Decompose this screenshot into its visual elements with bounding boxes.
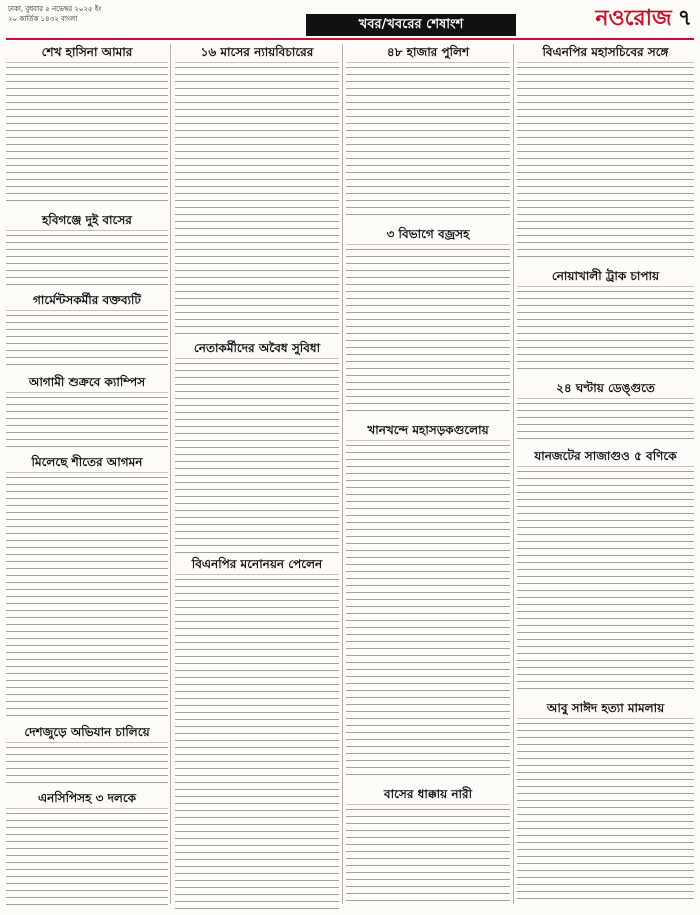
article-body xyxy=(517,723,694,905)
article-headline: হবিগঞ্জে দুই বাসের xyxy=(6,212,168,231)
article xyxy=(517,268,694,375)
column-divider xyxy=(342,44,343,904)
article-body xyxy=(517,291,694,375)
article xyxy=(346,422,510,781)
column-divider xyxy=(170,44,171,904)
page-number: ৭ xyxy=(677,5,692,31)
article-headline: বিএনপির মনোনয়ন পেলেন xyxy=(175,556,339,575)
article xyxy=(6,44,168,207)
article-body xyxy=(6,813,168,911)
article-headline: নেতাকর্মীদের অবৈধ সুবিধা xyxy=(175,340,339,359)
article-headline: আবু সাঈদ হত্যা মামলায় xyxy=(517,700,694,719)
article xyxy=(346,226,510,417)
article xyxy=(346,786,510,907)
article-headline: নোয়াখালী ট্রাক চাপায় xyxy=(517,268,694,287)
article-body xyxy=(346,67,510,221)
article-headline: গার্মেন্টসকর্মীর বক্তব্যটি xyxy=(6,292,168,311)
logo-area xyxy=(572,4,692,34)
article-headline: ১৬ মাসের ন্যায়বিচারের xyxy=(175,44,339,63)
article-headline: ৩ বিভাগে বজ্রসহ xyxy=(346,226,510,245)
article-body xyxy=(6,477,168,722)
article xyxy=(175,556,339,915)
dateline-gregorian: ঢাকা, বুধবার ৫ নভেম্বর ২০২৫ ইং xyxy=(8,5,102,13)
article-headline: ২৪ ঘণ্টায় ডেঙ্গুতে xyxy=(517,380,694,399)
article-body xyxy=(346,249,510,417)
article-body xyxy=(346,445,510,781)
article-body xyxy=(517,403,694,445)
article xyxy=(517,448,694,695)
article-body xyxy=(6,67,168,207)
article-body xyxy=(6,315,168,371)
newspaper-logo: নওরোজ xyxy=(595,4,672,31)
article xyxy=(175,340,339,553)
article-headline: শেখ হাসিনা আমার xyxy=(6,44,168,63)
article xyxy=(6,374,168,453)
article xyxy=(6,724,168,789)
masthead-rule xyxy=(6,38,694,40)
article-body xyxy=(175,67,339,337)
article-body xyxy=(517,67,694,263)
article-body xyxy=(6,747,168,789)
article xyxy=(6,292,168,371)
article-headline: ৪৮ হাজার পুলিশ xyxy=(346,44,510,63)
masthead xyxy=(0,0,700,40)
article xyxy=(175,44,339,337)
article-headline: বিএনপির মহাসচিবের সঙ্গে xyxy=(517,44,694,63)
article-headline: এনসিপিসহ ৩ দলকে xyxy=(6,790,168,809)
article xyxy=(6,212,168,291)
column-divider xyxy=(513,44,514,904)
article xyxy=(346,44,510,221)
dateline-bangla: ২০ কার্তিক ১৪৩২ বাংলা xyxy=(8,15,78,23)
article-headline: আগামী শুক্রবে ক্যাম্পিস xyxy=(6,374,168,393)
article xyxy=(517,700,694,905)
article-body xyxy=(346,809,510,907)
section-banner: খবর/খবরের শেষাংশ xyxy=(306,14,516,36)
article-body xyxy=(6,235,168,291)
article xyxy=(6,790,168,911)
article-body xyxy=(175,363,339,553)
article-body xyxy=(175,579,339,915)
article-headline: দেশজুড়ে অভিযান চালিয়ে xyxy=(6,724,168,743)
article xyxy=(6,454,168,722)
article-headline: খানখন্দে মহাসড়কগুলোয় xyxy=(346,422,510,441)
article-headline: যানজটের সাজাগুও ৫ বণিকে xyxy=(517,448,694,467)
article-headline: মিলেছে শীতের আগমন xyxy=(6,454,168,473)
article xyxy=(517,44,694,263)
article-headline: বাসের ধাক্কায় নারী xyxy=(346,786,510,805)
article-body xyxy=(517,471,694,695)
article xyxy=(517,380,694,445)
article-body xyxy=(6,397,168,453)
dateline xyxy=(8,4,148,24)
